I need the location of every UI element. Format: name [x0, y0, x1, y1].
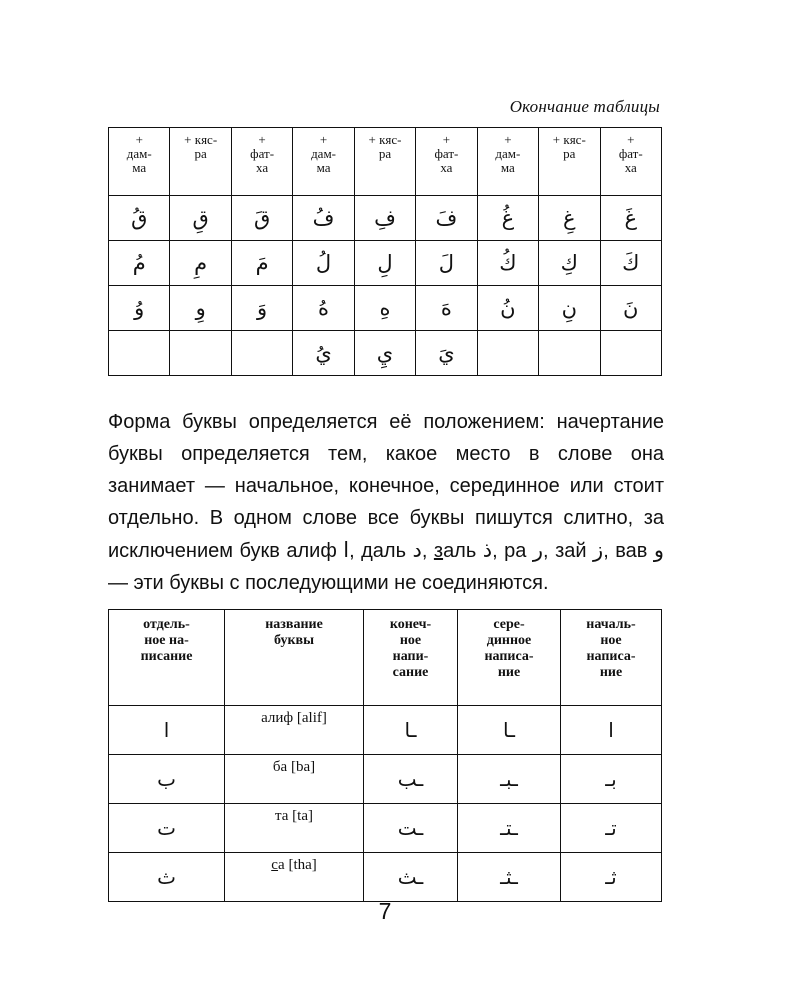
- table-cell: نِ: [539, 286, 600, 331]
- dal-letter: د: [412, 538, 422, 562]
- table-row: [109, 804, 662, 853]
- medial-form: ـا: [458, 706, 561, 755]
- table-cell: غُ: [477, 196, 538, 241]
- table-row: [109, 706, 662, 755]
- table-cell: وِ: [170, 286, 231, 331]
- header-cell: + кяс- ра: [170, 128, 231, 196]
- table-cell: وُ: [109, 286, 170, 331]
- table-cell: [231, 331, 292, 376]
- table-cell: [539, 331, 600, 376]
- table-cell: كِ: [539, 241, 600, 286]
- table-cell: قِ: [170, 196, 231, 241]
- page-number: 7: [378, 898, 392, 924]
- table-row: [109, 241, 662, 286]
- table-cell: [109, 331, 170, 376]
- header-cell: + дам- ма: [109, 128, 170, 196]
- vowel-marks-table: [108, 127, 662, 376]
- table-cell: يَ: [416, 331, 477, 376]
- table-cell: لَ: [416, 241, 477, 286]
- header-cell: + дам- ма: [477, 128, 538, 196]
- table-cell: هِ: [354, 286, 415, 331]
- table-cell: مِ: [170, 241, 231, 286]
- letter-name: та [ta]: [225, 804, 364, 853]
- table-cell: فُ: [293, 196, 354, 241]
- letter-name: ба [ba]: [225, 755, 364, 804]
- table-cell: [170, 331, 231, 376]
- header-letter-name: название буквы: [225, 610, 364, 706]
- table-cell: [477, 331, 538, 376]
- header-final: конеч- ное напи- сание: [364, 610, 458, 706]
- zay-letter: ز: [593, 538, 604, 562]
- medial-form: ـتـ: [458, 804, 561, 853]
- letter-forms-table: [108, 609, 662, 902]
- table-cell: كُ: [477, 241, 538, 286]
- table-row: [109, 286, 662, 331]
- initial-form: ا: [561, 706, 662, 755]
- table-cell: كَ: [600, 241, 662, 286]
- table-cell: يِ: [354, 331, 415, 376]
- table-cell: فِ: [354, 196, 415, 241]
- final-form: ـب: [364, 755, 458, 804]
- header-initial: началь- ное написа- ние: [561, 610, 662, 706]
- vowel-table-header-row: [109, 128, 662, 196]
- initial-form: ثـ: [561, 853, 662, 902]
- table-cell: [600, 331, 662, 376]
- table-cell: قَ: [231, 196, 292, 241]
- table-cell: مُ: [109, 241, 170, 286]
- medial-form: ـبـ: [458, 755, 561, 804]
- table-continuation-caption: Окончание таблицы: [509, 97, 660, 116]
- header-isolated: отдель- ное на- писание: [109, 610, 225, 706]
- table-cell: فَ: [416, 196, 477, 241]
- table-row: [109, 331, 662, 376]
- letter-form-paragraph: Форма буквы определяется её положением: начертание буквы определяется тем, какое место в слове она занимает — начальное, конечное, серединное или стоит отдельно. В одном слове все буквы пишутся слитно, за исключением букв алиф ا, даль د, заль ذ, ра ر, зай ز, вав و — эти буквы с последующими не соединяются.: [108, 411, 664, 594]
- table-cell: هُ: [293, 286, 354, 331]
- header-cell: + фат- ха: [600, 128, 662, 196]
- medial-form: ـثـ: [458, 853, 561, 902]
- letter-name: са [tha]: [225, 853, 364, 902]
- table-cell: هَ: [416, 286, 477, 331]
- table-cell: لُ: [293, 241, 354, 286]
- table-cell: غَ: [600, 196, 662, 241]
- final-form: ـث: [364, 853, 458, 902]
- header-medial: сере- динное написа- ние: [458, 610, 561, 706]
- table-cell: يُ: [293, 331, 354, 376]
- isolated-form: ت: [109, 804, 225, 853]
- waw-letter: و: [653, 538, 664, 562]
- header-cell: + дам- ма: [293, 128, 354, 196]
- alif-letter: ا: [343, 538, 350, 562]
- table-row: [109, 853, 662, 902]
- header-cell: + фат- ха: [231, 128, 292, 196]
- final-form: ـت: [364, 804, 458, 853]
- table-cell: وَ: [231, 286, 292, 331]
- header-cell: + фат- ха: [416, 128, 477, 196]
- zal-letter: ذ: [482, 538, 493, 562]
- table-cell: قُ: [109, 196, 170, 241]
- letters-table-header-row: [109, 610, 662, 706]
- header-cell: + кяс- ра: [539, 128, 600, 196]
- header-cell: + кяс- ра: [354, 128, 415, 196]
- initial-form: بـ: [561, 755, 662, 804]
- table-row: [109, 755, 662, 804]
- table-cell: نَ: [600, 286, 662, 331]
- letter-name: алиф [alif]: [225, 706, 364, 755]
- isolated-form: ب: [109, 755, 225, 804]
- table-row: [109, 196, 662, 241]
- isolated-form: ث: [109, 853, 225, 902]
- isolated-form: ا: [109, 706, 225, 755]
- table-cell: غِ: [539, 196, 600, 241]
- ra-letter: ر: [532, 538, 544, 562]
- table-cell: مَ: [231, 241, 292, 286]
- table-cell: نُ: [477, 286, 538, 331]
- final-form: ـا: [364, 706, 458, 755]
- table-cell: لِ: [354, 241, 415, 286]
- initial-form: تـ: [561, 804, 662, 853]
